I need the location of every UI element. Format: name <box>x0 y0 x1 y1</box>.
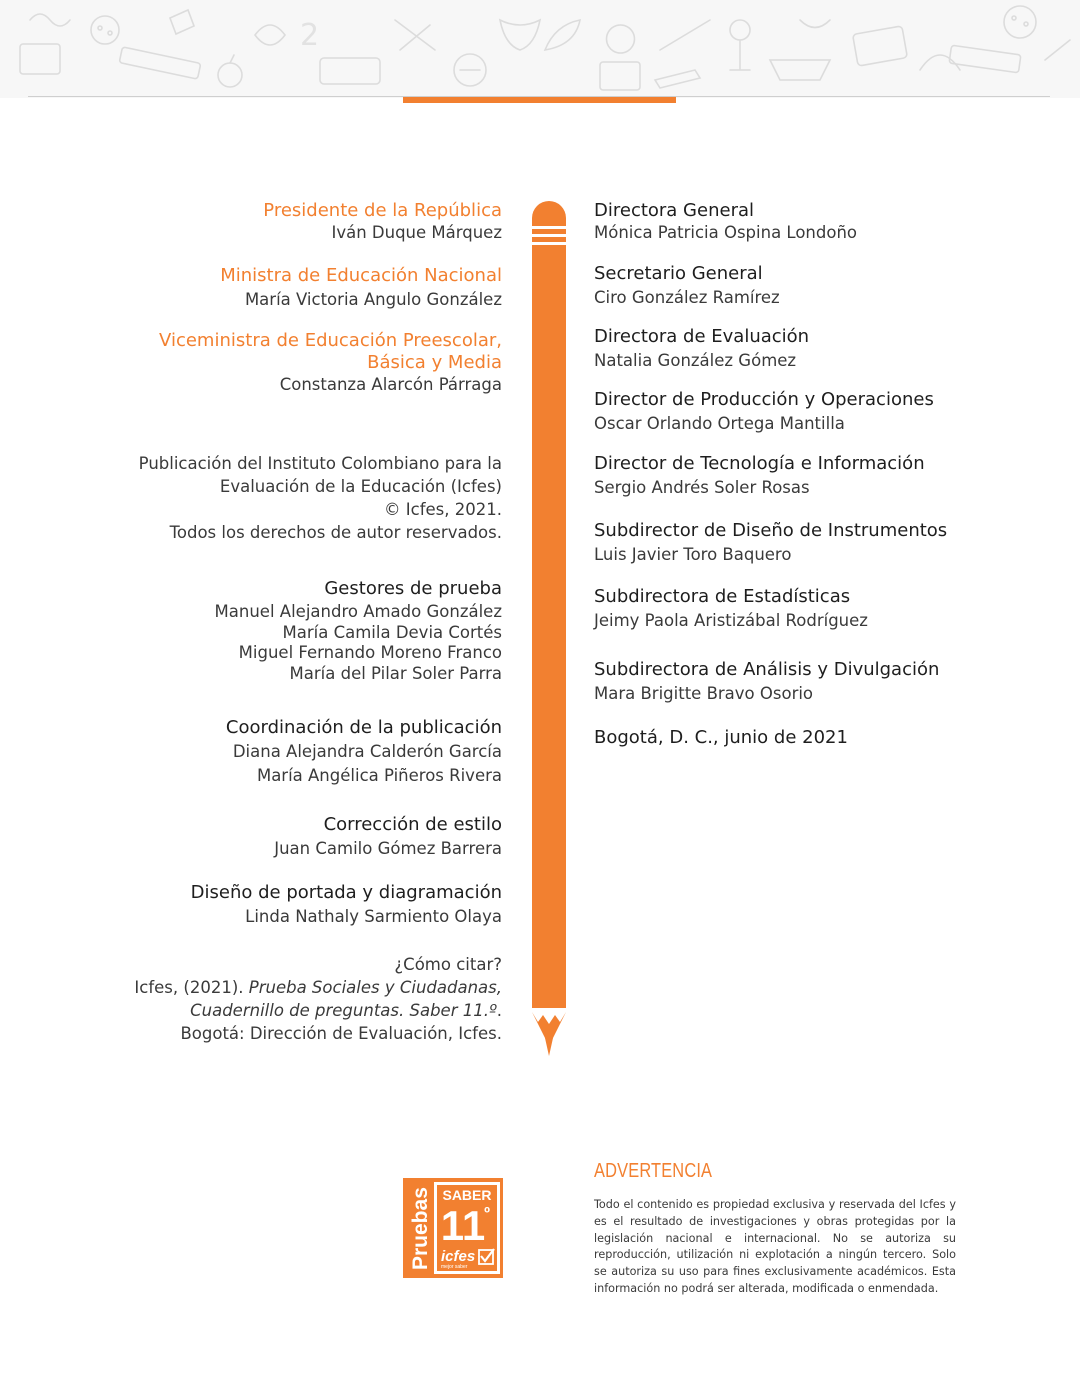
person-name: Mara Brigitte Bravo Osorio <box>594 684 814 703</box>
official-viceminister <box>100 330 502 395</box>
logo-number: 11 <box>440 1202 486 1249</box>
logo-brand: icfes <box>441 1248 476 1265</box>
warning-text: Todo el contenido es propiedad exclusiva y reservada del Icfes y es el resultado de investigaciones y obras protegidas por la legislación nacional e internacional. No se autoriza su reproducción, utilización ni explotación a ningún tercero. Solo se autoriza su uso para fines exclusivamente académicos. Esta información no podrá ser alterada, modificada o enmendada. <box>594 1198 956 1295</box>
citation-period: . <box>496 1001 502 1020</box>
pruebas-saber-11-logo <box>403 1178 503 1280</box>
director-entry <box>594 326 1024 371</box>
role-title-line2: Básica y Media <box>367 352 502 373</box>
school-doodle-pattern <box>0 0 1080 98</box>
test-managers <box>100 578 502 684</box>
decorative-header <box>0 0 1080 98</box>
person-name: Iván Duque Márquez <box>331 223 502 242</box>
citation-title: ¿Cómo citar? <box>394 955 502 974</box>
role-title: Presidente de la República <box>263 200 502 221</box>
person-name: Natalia González Gómez <box>594 351 797 370</box>
publication-line: Publicación del Instituto Colombiano para la <box>138 454 502 473</box>
person-name: Diana Alejandra Calderón García <box>232 742 502 761</box>
person-name: Luis Javier Toro Baquero <box>594 545 792 564</box>
person-name: Ciro González Ramírez <box>594 288 780 307</box>
svg-text:2: 2 <box>300 18 320 53</box>
logo-degree: º <box>484 1205 490 1222</box>
role-title: Subdirectora de Análisis y Divulgación <box>594 659 940 680</box>
person-name: Miguel Fernando Moreno Franco <box>238 643 502 662</box>
date-text: Bogotá, D. C., junio de 2021 <box>594 727 848 748</box>
role-title: Secretario General <box>594 263 763 284</box>
citation-work-title: Prueba Sociales y Ciudadanas, <box>248 978 502 997</box>
logo-vertical-text: Pruebas <box>409 1187 432 1270</box>
citation-line-3: Bogotá: Dirección de Evaluación, Icfes. <box>180 1024 502 1043</box>
publication-info <box>100 452 502 544</box>
role-title: Director de Tecnología e Información <box>594 453 925 474</box>
logo-tagline: mejor saber <box>441 1264 468 1270</box>
director-entry <box>594 263 1024 308</box>
role-title-line1: Viceministra de Educación Preescolar, <box>159 330 502 351</box>
role-title: Subdirector de Diseño de Instrumentos <box>594 520 948 541</box>
publication-line: Todos los derechos de autor reservados. <box>169 523 502 542</box>
director-entry <box>594 520 1024 565</box>
role-title: Directora de Evaluación <box>594 326 810 347</box>
official-minister <box>100 265 502 310</box>
director-entry <box>594 453 1024 498</box>
section-title: Corrección de estilo <box>323 814 502 835</box>
citation-line-1 <box>100 976 502 999</box>
role-title: Subdirectora de Estadísticas <box>594 586 851 607</box>
publication-line: Evaluación de la Educación (Icfes) <box>219 477 502 496</box>
official-president <box>100 200 502 243</box>
person-name: Mónica Patricia Ospina Londoño <box>594 223 858 242</box>
section-title: Diseño de portada y diagramación <box>190 882 502 903</box>
citation-line-2 <box>100 999 502 1022</box>
citation-block <box>100 953 502 1045</box>
person-name: María Camila Devia Cortés <box>282 622 502 642</box>
header-accent-bar <box>403 97 676 103</box>
style-correction <box>100 814 502 859</box>
role-title: Ministra de Educación Nacional <box>220 265 502 286</box>
warning-title: ADVERTENCIA <box>594 1160 713 1182</box>
person-name: Manuel Alejandro Amado González <box>214 602 502 621</box>
person-name: María del Pilar Soler Parra <box>289 663 502 683</box>
section-title: Gestores de prueba <box>324 578 502 599</box>
person-name: María Angélica Piñeros Rivera <box>256 766 502 785</box>
design-credit <box>100 882 502 927</box>
person-name: Sergio Andrés Soler Rosas <box>594 478 810 497</box>
logo-saber-text: SABER <box>442 1187 492 1203</box>
person-name: Juan Camilo Gómez Barrera <box>274 839 502 858</box>
person-name: María Victoria Angulo González <box>244 290 502 309</box>
director-entry <box>594 200 1024 243</box>
person-name: Constanza Alarcón Párraga <box>279 375 502 394</box>
person-name: Linda Nathaly Sarmiento Olaya <box>245 907 502 926</box>
person-name: Oscar Orlando Ortega Mantilla <box>594 414 845 433</box>
person-name: Jeimy Paola Aristizábal Rodríguez <box>594 611 868 630</box>
publication-line: © Icfes, 2021. <box>384 500 502 519</box>
director-entry <box>594 659 1024 704</box>
section-title: Coordinación de la publicación <box>225 717 502 738</box>
director-entry <box>594 586 1024 631</box>
role-title: Director de Producción y Operaciones <box>594 389 934 410</box>
director-entry <box>594 389 1024 434</box>
pencil-divider-graphic <box>530 200 568 1060</box>
publication-date <box>594 727 1024 749</box>
citation-work-subtitle: Cuadernillo de preguntas. Saber 11.º <box>190 1001 497 1020</box>
publication-coordination <box>100 717 502 786</box>
citation-author: Icfes, (2021). <box>134 978 249 997</box>
role-title: Directora General <box>594 200 754 221</box>
